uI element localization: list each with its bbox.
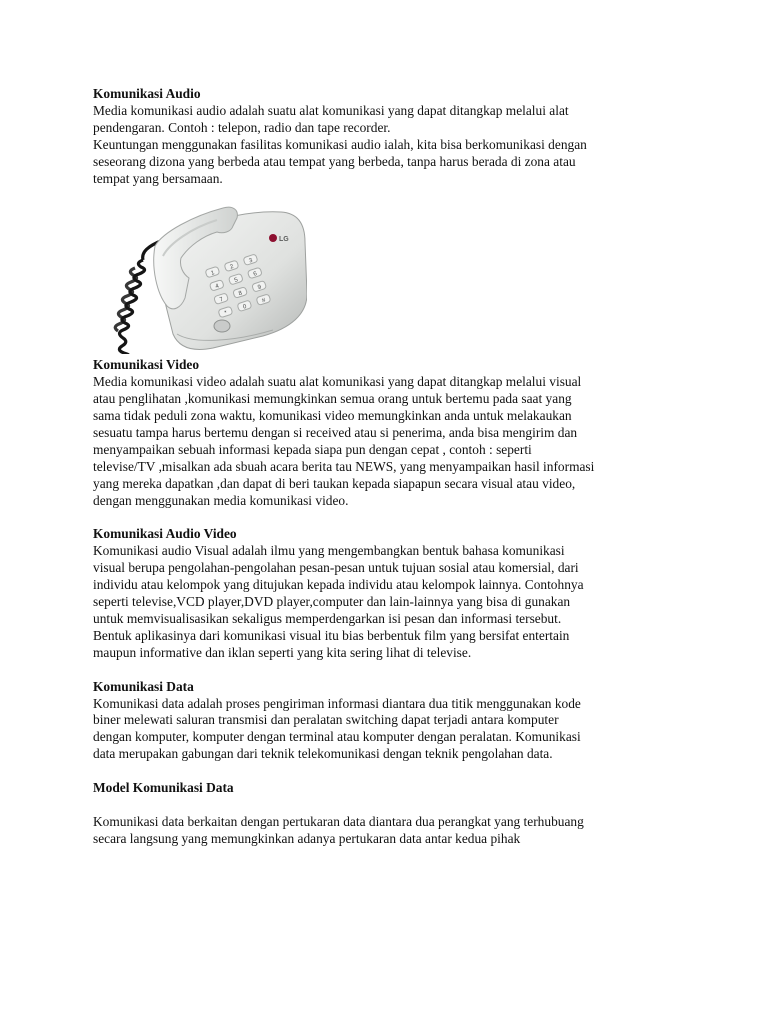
paragraph-komunikasi-video: Media komunikasi video adalah suatu alat komunikasi yang dapat ditangkap melalui visual atau penglihatan ,komunikasi memungkinkan semua orang untuk bertemu pada saat yang sama tidak peduli zona waktu, komunikasi video memungkinkan anda untuk melakaukan sesuatu tampa harus bertemu dengan si received atau si penerima, anda bisa mengirim dan menyampaikan sebuah informasi kepada siapa pun dengan cepat , contoh : seperti televise/TV ,misalkan ada sbuah acara berita tau NEWS, yang menyampaikan hasil informasi yang mereka dapatkan ,dan dapat di beri taukan kepada siapapun secara visual atau video, dengan menggunakan media komunikasi video. <box>93 374 595 508</box>
key-label: 7 <box>219 297 225 304</box>
key-label: 2 <box>229 264 235 272</box>
key-label: 3 <box>248 258 254 265</box>
telephone-illustration <box>93 202 307 354</box>
document-page <box>93 86 683 848</box>
key-label: 6 <box>252 271 258 279</box>
brand-logo-icon <box>269 234 277 242</box>
heading-model-komunikasi-data: Model Komunikasi Data <box>93 780 234 796</box>
telephone-image <box>93 202 307 354</box>
paragraph-gap <box>93 510 683 527</box>
key-label: 4 <box>214 283 220 291</box>
paragraph-gap <box>93 763 683 780</box>
key-label: # <box>261 298 267 305</box>
heading-komunikasi-audio: Komunikasi Audio <box>93 86 201 101</box>
key-label: 1 <box>210 270 216 278</box>
paragraph-model-komunikasi-data: Komunikasi data berkaitan dengan pertukaran data diantara dua perangkat yang terhubuang secara langsung yang memungkinkan adanya pertukaran data antar kedua pihak <box>93 813 584 846</box>
heading-komunikasi-audio-video: Komunikasi Audio Video <box>93 526 237 542</box>
heading-komunikasi-data: Komunikasi Data <box>93 678 194 694</box>
key-label: 8 <box>238 290 244 298</box>
key-label: * <box>223 310 228 318</box>
key-label: 0 <box>242 304 248 312</box>
paragraph-komunikasi-data: Komunikasi data adalah proses pengiriman informasi diantara dua titik menggunakan kode biner melewati saluran transmisi dan peralatan switching dapat terjadi antara komputer dengan komputer, komputer dengan terminal atau komputer dengan peralatan. Komunikasi data merupakan gabungan dari teknik telekomunikasi dengan teknik pengolahan data. <box>93 695 581 762</box>
heading-komunikasi-video: Komunikasi Video <box>93 357 200 373</box>
paragraph-gap <box>93 797 683 814</box>
paragraph-gap <box>93 662 683 679</box>
key-label: 5 <box>233 277 239 285</box>
key-label: 9 <box>257 284 263 292</box>
paragraph-komunikasi-audio-video: Komunikasi audio Visual adalah ilmu yang mengembangkan bentuk bahasa komunikasi visual berupa pengolahan-pengolahan pesan-pesan untuk tujuan sosial atau komersial, dari individu atau kelompok yang ditujukan kepada individu atau kelompok lainnya. Contohnya seperti televise,VCD player,DVD player,computer dan lain-lainnya yang bisa di gunakan untuk memvisualisasikan sekaligus memperdengarkan isi pesan dan informasi tersebut. Bentuk aplikasinya dari komunikasi visual itu bias berbentuk film yang bersifat entertain maupun informative dan iklan seperti yang kita sering lihat di televise. <box>93 543 584 660</box>
brand-label: LG <box>279 236 289 244</box>
paragraph-komunikasi-audio: Media komunikasi audio adalah suatu alat komunikasi yang dapat ditangkap melalui alat pendengaran. Contoh : telepon, radio dan tape recorder. Keuntungan menggunakan fasilitas komunikasi audio ialah, kita bisa berkomunikasi dengan seseorang dizona yang berbeda atau tempat yang berbeda, tanpa harus berada di zona atau tempat yang bersamaan. <box>93 102 587 186</box>
function-button <box>214 320 230 332</box>
